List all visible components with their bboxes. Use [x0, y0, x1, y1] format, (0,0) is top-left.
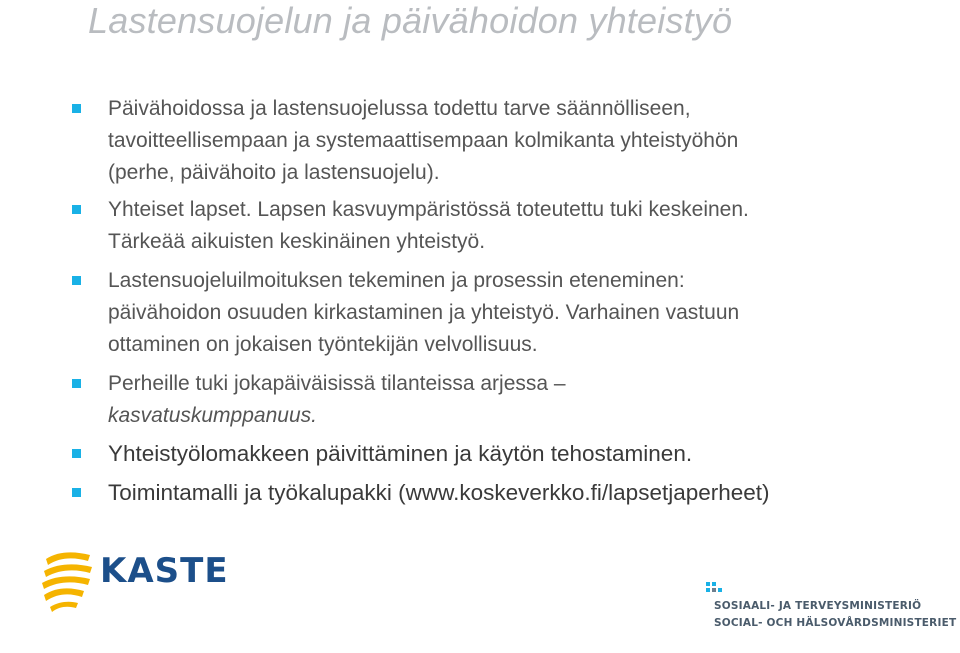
bullet-item	[72, 476, 942, 510]
ministry-name-sv: SOCIAL- OCH HÄLSOVÅRDSMINISTERIET	[714, 617, 957, 629]
bullet-item	[72, 93, 942, 189]
bullet-item	[72, 368, 942, 432]
bullet-text-main: Perheille tuki jokapäiväisissä tilanteissa arjessa –	[108, 372, 566, 395]
square-bullet-icon	[72, 104, 81, 113]
bullet-text	[108, 368, 942, 432]
slide-title: Lastensuojelun ja päivähoidon yhteistyö	[88, 0, 733, 41]
square-bullet-icon	[72, 379, 81, 388]
bullet-text: Lastensuojeluilmoituksen tekeminen ja prosessin eteneminen: päivähoidon osuuden kirkastaminen ja yhteistyö. Varhainen vastuun ottaminen on jokaisen työntekijän velvollisuus.	[108, 269, 740, 356]
ministry-dots-icon	[706, 582, 726, 596]
ministry-name-fi: SOSIAALI- JA TERVEYSMINISTERIÖ	[714, 600, 922, 612]
bullet-text: Yhteiset lapset. Lapsen kasvuympäristössä toteutettu tuki keskeinen. Tärkeää aikuisten keskinäinen yhteistyö.	[108, 198, 749, 253]
bullet-text: Päivähoidossa ja lastensuojelussa todettu tarve säännölliseen, tavoitteellisempaan ja systemaattisempaan kolmikanta yhteistyöhön (perhe, päivähoito ja lastensuojelu).	[108, 97, 739, 184]
square-bullet-icon	[72, 205, 81, 214]
kaste-logo	[40, 545, 229, 615]
square-bullet-icon	[72, 276, 81, 285]
bullet-text-italic: kasvatuskumppanuus.	[108, 404, 317, 427]
bullet-item	[72, 265, 942, 361]
bullet-text: Toimintamalli ja työkalupakki (www.koskeverkko.fi/lapsetjaperheet)	[108, 480, 770, 505]
kaste-wordmark: KASTE	[100, 551, 229, 591]
bullet-item	[72, 194, 942, 258]
ministry-logo	[710, 588, 957, 638]
square-bullet-icon	[72, 449, 81, 458]
kaste-swoosh-icon	[40, 545, 100, 615]
bullet-text: Yhteistyölomakkeen päivittäminen ja käytön tehostaminen.	[108, 441, 693, 466]
bullet-list	[72, 93, 942, 510]
bullet-item	[72, 437, 942, 471]
square-bullet-icon	[72, 488, 81, 497]
